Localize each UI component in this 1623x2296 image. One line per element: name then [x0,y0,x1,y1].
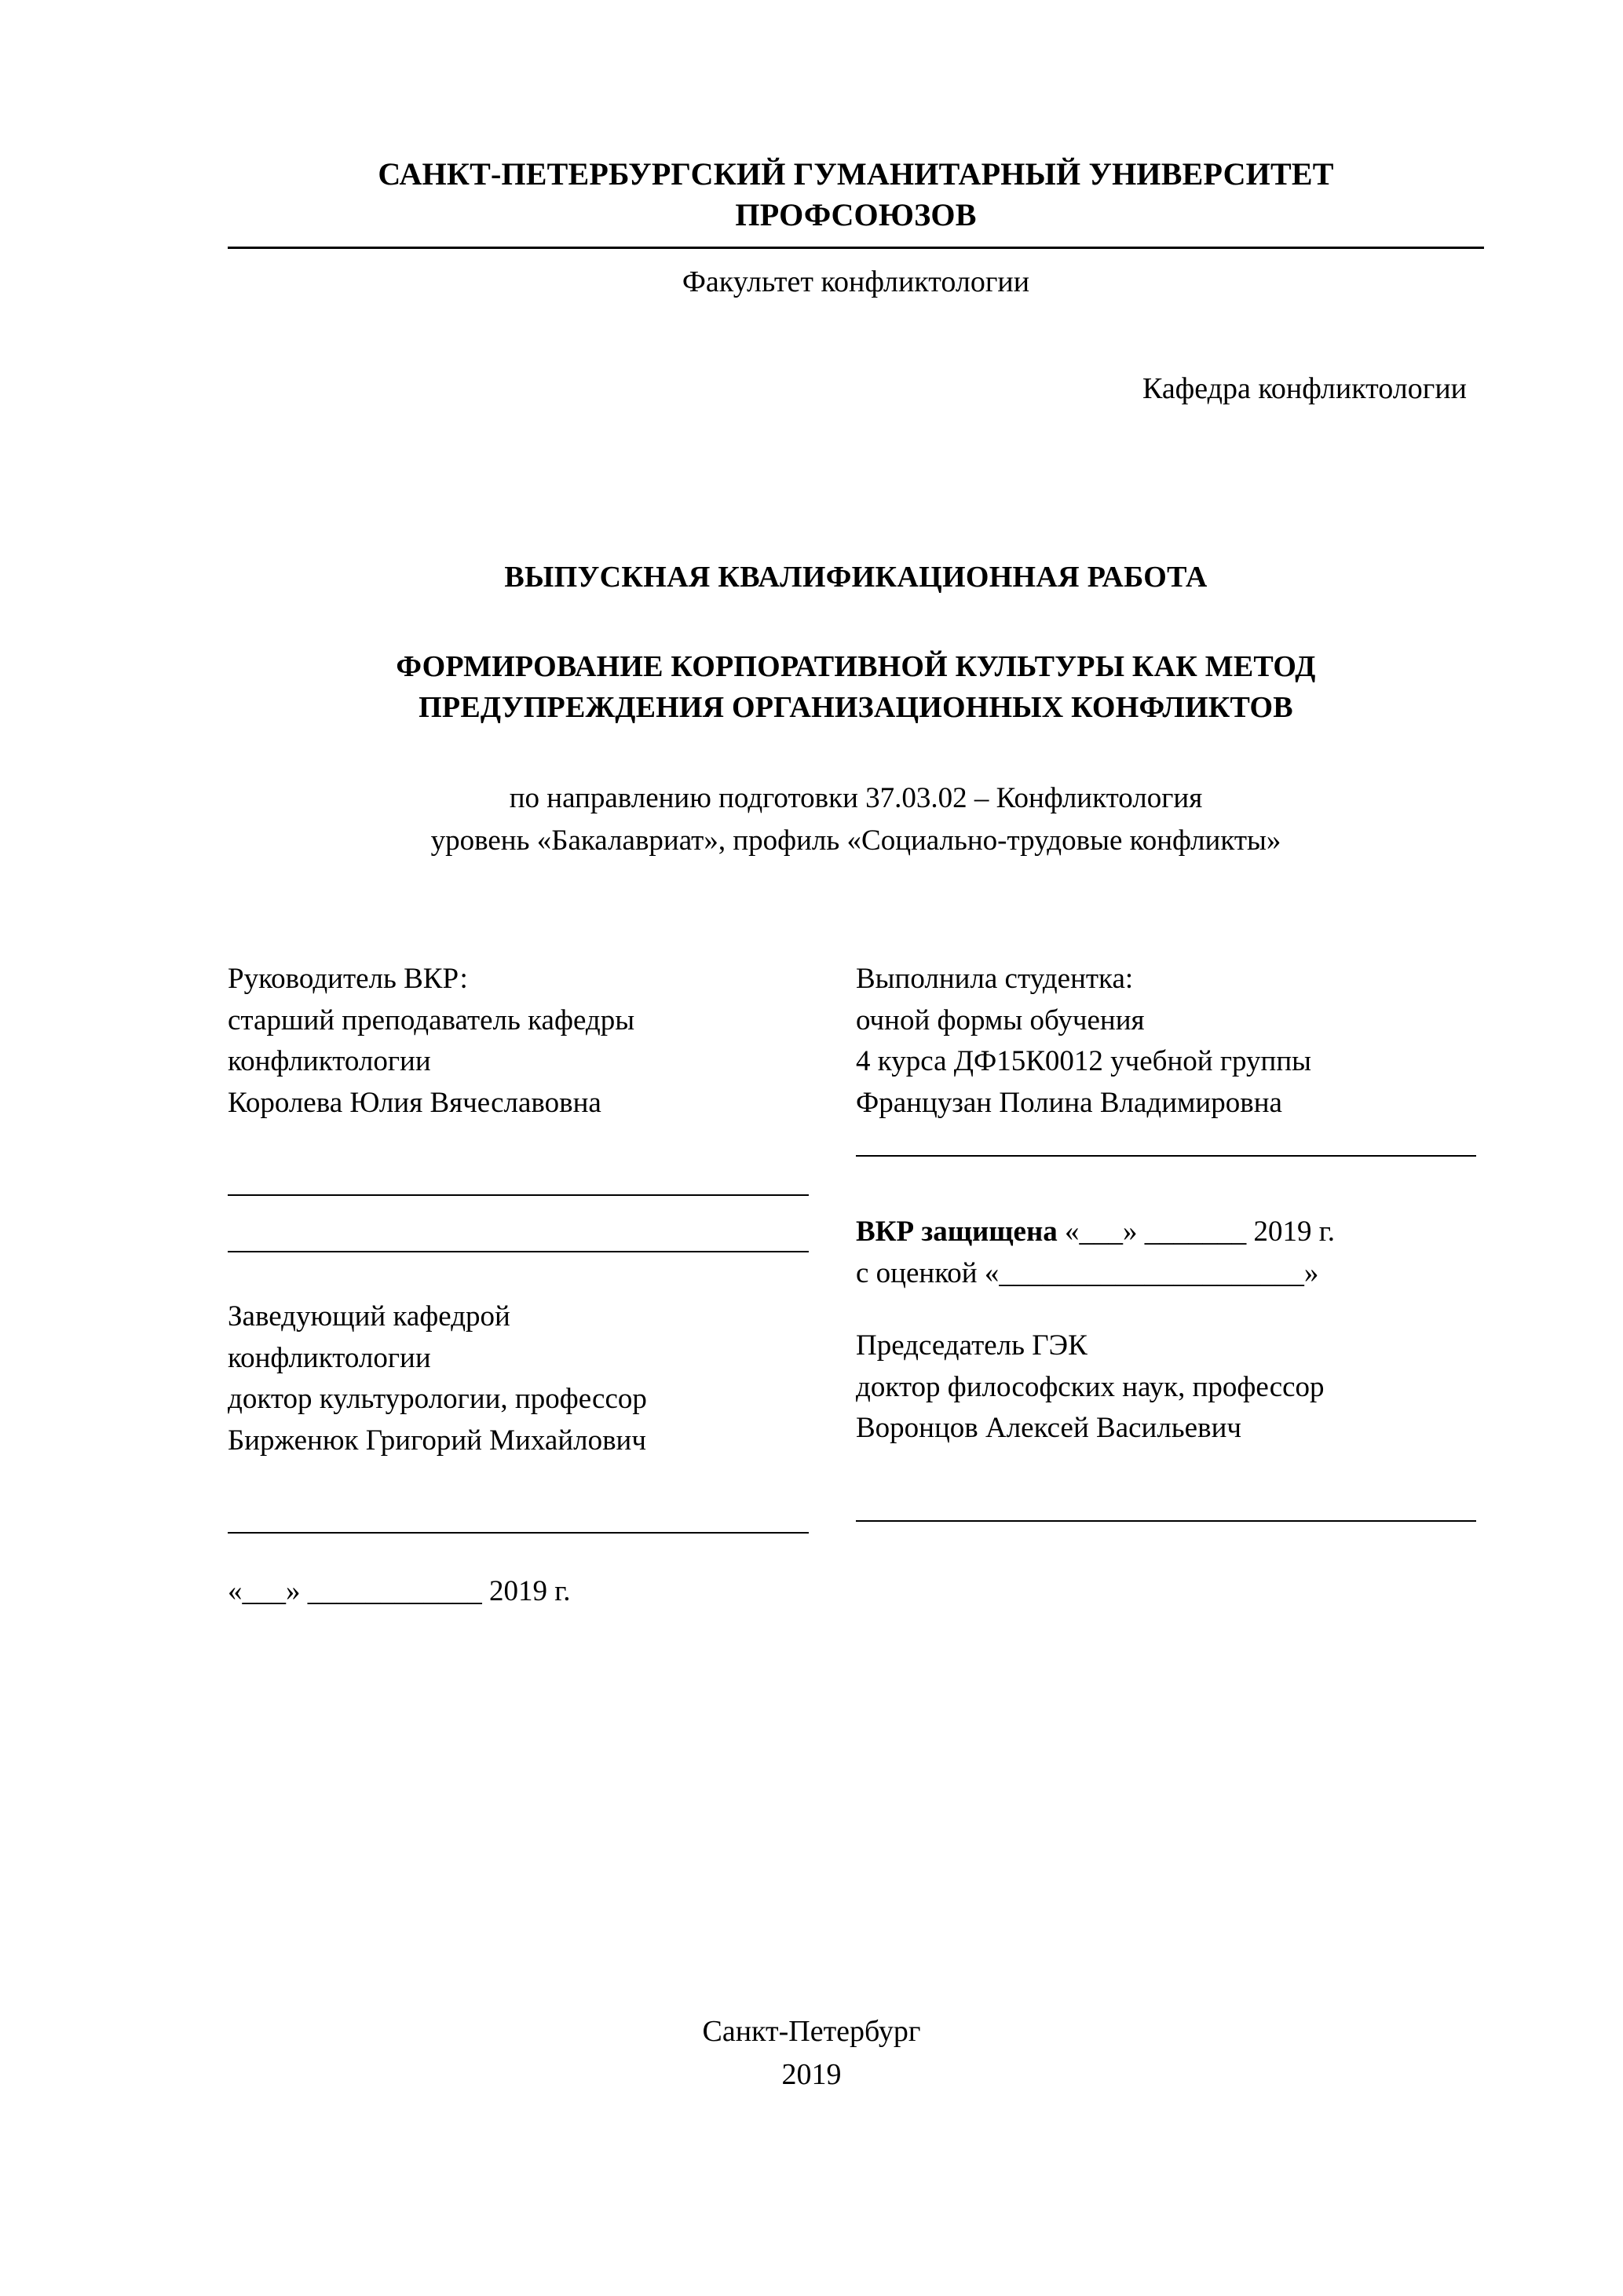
thesis-title-line1: ФОРМИРОВАНИЕ КОРПОРАТИВНОЙ КУЛЬТУРЫ КАК МЕТОД [396,650,1316,683]
supervisor-role: Руководитель ВКР: [228,963,468,996]
gek-chair-signature-line [856,1520,1476,1522]
head-of-department-degree: доктор культурологии, профессор [228,1383,647,1416]
defense-grade: с оценкой «_____________________» [856,1256,1319,1289]
program-direction: по направлению подготовки 37.03.02 – Конфликтология [509,781,1203,814]
university-name-line1: САНКТ-ПЕТЕРБУРГСКИЙ ГУМАНИТАРНЫЙ УНИВЕРСИТЕТ [378,156,1334,192]
left-column [228,959,824,1608]
student-role: Выполнила студентка: [856,963,1134,996]
thesis-title [228,646,1484,729]
university-name [228,154,1484,236]
supervisor-position-line1: старший преподаватель кафедры [228,1004,635,1036]
document-type: ВЫПУСКНАЯ КВАЛИФИКАЦИОННАЯ РАБОТА [504,561,1208,594]
head-of-department-role-line1: Заведующий кафедрой [228,1300,510,1333]
faculty-name: Факультет конфликтологии [682,265,1030,298]
header-divider [228,247,1484,249]
thesis-title-line2: ПРЕДУПРЕЖДЕНИЯ ОРГАНИЗАЦИОННЫХ КОНФЛИКТОВ [419,691,1293,725]
program-level-profile: уровень «Бакалавриат», профиль «Социально-трудовые конфликты» [430,824,1281,857]
supervisor-position-line2: конфликтологии [228,1045,431,1078]
program-info [228,777,1484,861]
defense-label: ВКР защищена [856,1216,1058,1249]
footer-year: 2019 [781,2058,842,2092]
university-name-line2: ПРОФСОЮЗОВ [735,197,977,232]
student-form: очной формы обучения [856,1004,1145,1036]
head-of-department-role-line2: конфликтологии [228,1341,431,1374]
gek-chair-degree: доктор философских наук, профессор [856,1370,1325,1403]
gek-chair-role: Председатель ГЭК [856,1329,1087,1362]
head-of-department-signature-line [228,1532,809,1534]
signature-columns [228,959,1484,1744]
sign-date: «___» ____________ 2019 г. [228,1575,571,1608]
department-name: Кафедра конфликтологии [1142,372,1467,405]
page-content [228,0,1484,1744]
footer-city: Санкт-Петербург [702,2015,921,2048]
gek-chair-name: Воронцов Алексей Васильевич [856,1412,1241,1445]
supervisor-name: Королева Юлия Вячеславовна [228,1086,601,1119]
head-of-department-name: Бирженюк Григорий Михайлович [228,1424,646,1457]
footer [0,2010,1623,2097]
right-column [856,959,1484,1522]
student-group: 4 курса ДФ15К0012 учебной группы [856,1045,1312,1078]
student-name: Французан Полина Владимировна [856,1086,1282,1119]
defense-date-blank: «___» _______ 2019 г. [1065,1216,1336,1249]
defense-line [856,1212,1484,1253]
